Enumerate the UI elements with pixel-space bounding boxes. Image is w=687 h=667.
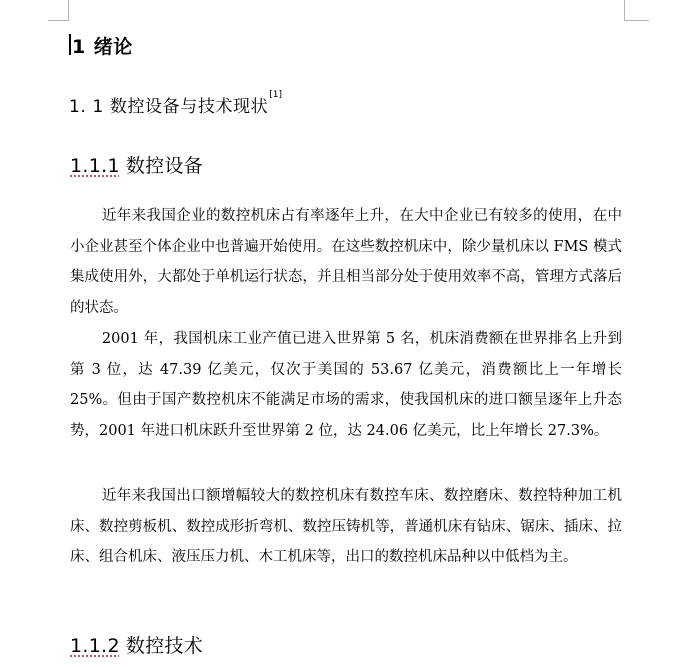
subsection-heading-1[interactable] [70, 151, 203, 178]
section-title: 数控设备与技术现状 [109, 97, 269, 117]
section-number: 1. 1 [69, 97, 104, 117]
body-paragraph-1[interactable]: 近年来我国企业的数控机床占有率逐年上升，在大中企业已有较多的使用，在中小企业甚至个体企业中也普遍开始使用。在这些数控机床中，除少量机床以 FMS 模式集成使用外，大都处于单机运行状态，并且相当部分处于使用效率不高，管理方式落后的状态。 [70, 208, 622, 316]
subsection-title: 数控技术 [125, 635, 204, 657]
section-heading[interactable] [69, 92, 282, 117]
chapter-heading[interactable] [72, 32, 133, 59]
chapter-title: 绪论 [93, 36, 133, 58]
citation-reference[interactable]: [1] [269, 90, 283, 100]
subsection-title: 数控设备 [125, 155, 204, 177]
top-left-crop-mark [48, 0, 69, 21]
subsection-number: 1.1.1 [70, 155, 120, 177]
top-right-crop-mark [624, 0, 649, 21]
subsection-heading-2[interactable] [70, 631, 203, 658]
body-paragraph-3[interactable]: 近年来我国出口额增幅较大的数控机床有数控车床、数控磨床、数控特种加工机床、数控剪板机、数控成形折弯机、数控压铸机等，普通机床有钻床、锯床、插床、拉床、组合机床、液压压力机、木工机床等，出口的数控机床品种以中低档为主。 [70, 488, 622, 565]
subsection-number: 1.1.2 [70, 635, 120, 657]
text-cursor [69, 34, 71, 55]
chapter-number: 1 [72, 36, 86, 58]
body-paragraph-2[interactable]: 2001 年，我国机床工业产值已进入世界第 5 名，机床消费额在世界排名上升到第 3 位，达 47.39 亿美元，仅次于美国的 53.67 亿美元，消费额比上一年增长 25%。但由于国产数控机床不能满足市场的需求，使我国机床的进口额呈逐年上升态势，2001 年进口机床跃升至世界第 2 位，达 24.06 亿美元，比上年增长 27.3%。 [70, 331, 622, 439]
